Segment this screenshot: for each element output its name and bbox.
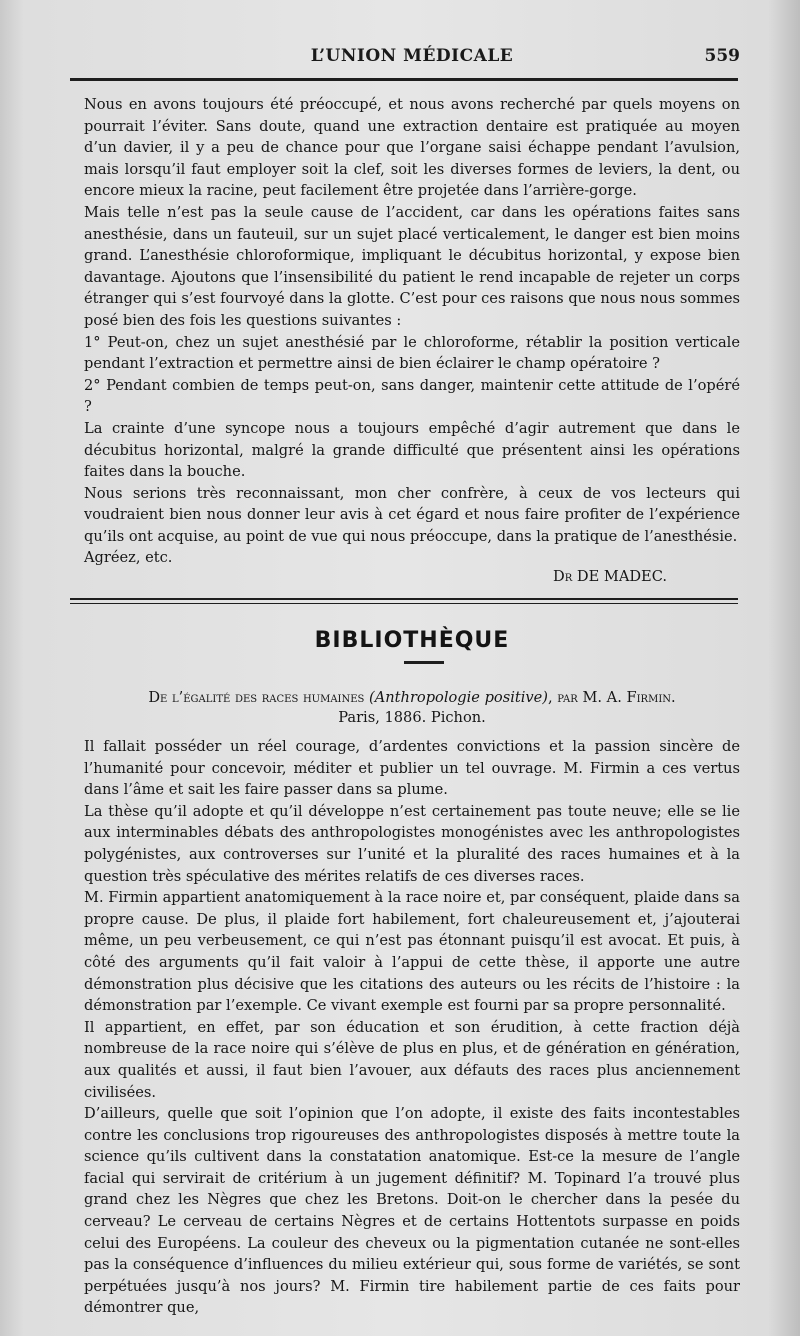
- page-number: 559: [704, 46, 740, 66]
- letter-paragraph: Mais telle n’est pas la seule cause de l’accident, car dans les opérations faites sans anesthésie, dans un fauteuil, sur un sujet placé verticalement, le danger est bien moins grand. L’anesthésie chloroformique, impliquant le décubitus horizontal, y expose bien davantage. Ajoutons que l’insensibilité du patient le rend incapable de rejeter un corps étranger qui s’est fourvoyé dans la glotte. C’est pour ces raisons que nous nous sommes posé bien des fois les questions suivantes :: [84, 203, 740, 329]
- review-paragraph: La thèse qu’il adopte et qu’il développe n’est certainement pas toute neuve; elle se lie aux interminables débats des anthropologistes monogénistes avec les anthropologistes polygénistes, aux controverses sur l’unité et la pluralité des races humaines et à la question très spéculative des mérites relatifs de ces diverses races.: [84, 802, 740, 885]
- letter-paragraph: Nous en avons toujours été préoccupé, et nous avons recherché par quels moyens on pourrait l’éviter. Sans doute, quand une extraction dentaire est pratiquée au moyen d’un davier, il y a peu de chance pour que l’organe saisi échappe pendant l’avulsion, mais lorsqu’il faut employer soit la clef, soit les diverses formes de leviers, la dent, ou encore mieux la racine, peut facilement être projetée dans l’arrière-gorge.: [84, 96, 740, 200]
- letter-paragraph: Nous serions très reconnaissant, mon cher confrère, à ceux de vos lecteurs qui voudraient bien nous donner leur avis à cet égard et nous faire profiter de l’expérience qu’ils ont acquise, au point de vue qui nous préoccupe, dans la pratique de l’anesthésie.: [84, 484, 740, 545]
- letter-closing: Agréez, etc.: [84, 549, 173, 567]
- review-paragraph: D’ailleurs, quelle que soit l’opinion que l’on adopte, il existe des faits incontestables contre les conclusions trop rigoureuses des anthropologistes disposés à mettre toute la science qu’ils cultivent dans la constatation anatomique. Est-ce la mesure de l’angle facial qui servirait de critérium à un jugement définitif? M. Topinard l’a trouvé plus grand chez les Nègres que chez les Bretons. Doit-on le chercher dans la pesée du cerveau? Le cerveau de certains Nègres et de certains Hottentots surpasse en poids celui des Européens. La couleur des cheveux ou la pigmentation cutanée ne sont-elles pas la conséquence d’influences du milieu extérieur qui, sous forme de variétés, se sont perpétuées jusqu’à nos jours? M. Firmin tire habilement partie de ces faits pour démontrer que,: [84, 1105, 740, 1317]
- citation-line-2: Paris, 1886. Pichon.: [338, 709, 486, 726]
- citation-book-title: De l’égalité des races humaines: [148, 689, 365, 706]
- letter-signature: Dr DE MADEC.: [553, 568, 667, 585]
- header-rule: [70, 78, 738, 81]
- running-title: L’UNION MÉDICALE: [310, 46, 514, 66]
- section-divider-bottom: [70, 603, 738, 604]
- citation-author: , par M. A. Firmin.: [547, 689, 676, 706]
- citation-line-1: [84, 688, 740, 708]
- letter-paragraph: 2° Pendant combien de temps peut-on, sans danger, maintenir cette attitude de l’opéré ?: [84, 376, 740, 416]
- letter-paragraph: La crainte d’une syncope nous a toujours empêché d’agir autrement que dans le décubitus horizontal, malgré la grande difficulté que présentent ainsi les opérations faites dans la bouche.: [84, 419, 740, 481]
- citation-subtitle: (Anthropologie positive): [369, 689, 548, 706]
- letter-paragraph: 1° Peut-on, chez un sujet anesthésié par le chloroforme, rétablir la position verticale pendant l’extraction et permettre ainsi de bien éclairer le champ opératoire ?: [84, 333, 740, 373]
- section-title: BIBLIOTHÈQUE: [314, 628, 510, 653]
- review-paragraph: M. Firmin appartient anatomiquement à la race noire et, par conséquent, plaide dans sa propre cause. De plus, il plaide fort habilement, fort chaleureusement et, j’ajouterai même, un peu verbeusement, ce qui n’est pas étonnant puisqu’il est avocat. Et puis, à côté des arguments qu’il fait valoir à l’appui de cette thèse, il apporte une autre démonstration plus décisive que les citations des auteurs ou les récits de l’histoire : la démonstration par l’exemple. Ce vivant exemple est fourni par sa propre personnalité.: [84, 889, 740, 1015]
- letter-body: [84, 94, 740, 569]
- review-paragraph: Il fallait posséder un réel courage, d’ardentes convictions et la passion sincère de l’humanité pour concevoir, méditer et publier un tel ouvrage. M. Firmin a ces vertus dans l’âme et sait les faire passer dans sa plume.: [84, 738, 740, 799]
- review-body: [84, 736, 740, 1319]
- review-paragraph: Il appartient, en effet, par son éducation et son érudition, à cette fraction déjà nombreuse de la race noire qui s’élève de plus en plus, et de génération en génération, aux qualités et aussi, il faut bien l’avouer, aux défauts des races plus anciennement civilisées.: [84, 1018, 740, 1101]
- section-divider-top: [70, 598, 738, 600]
- section-title-underline: [404, 661, 444, 664]
- book-citation: [84, 688, 740, 728]
- page-header: [84, 46, 740, 72]
